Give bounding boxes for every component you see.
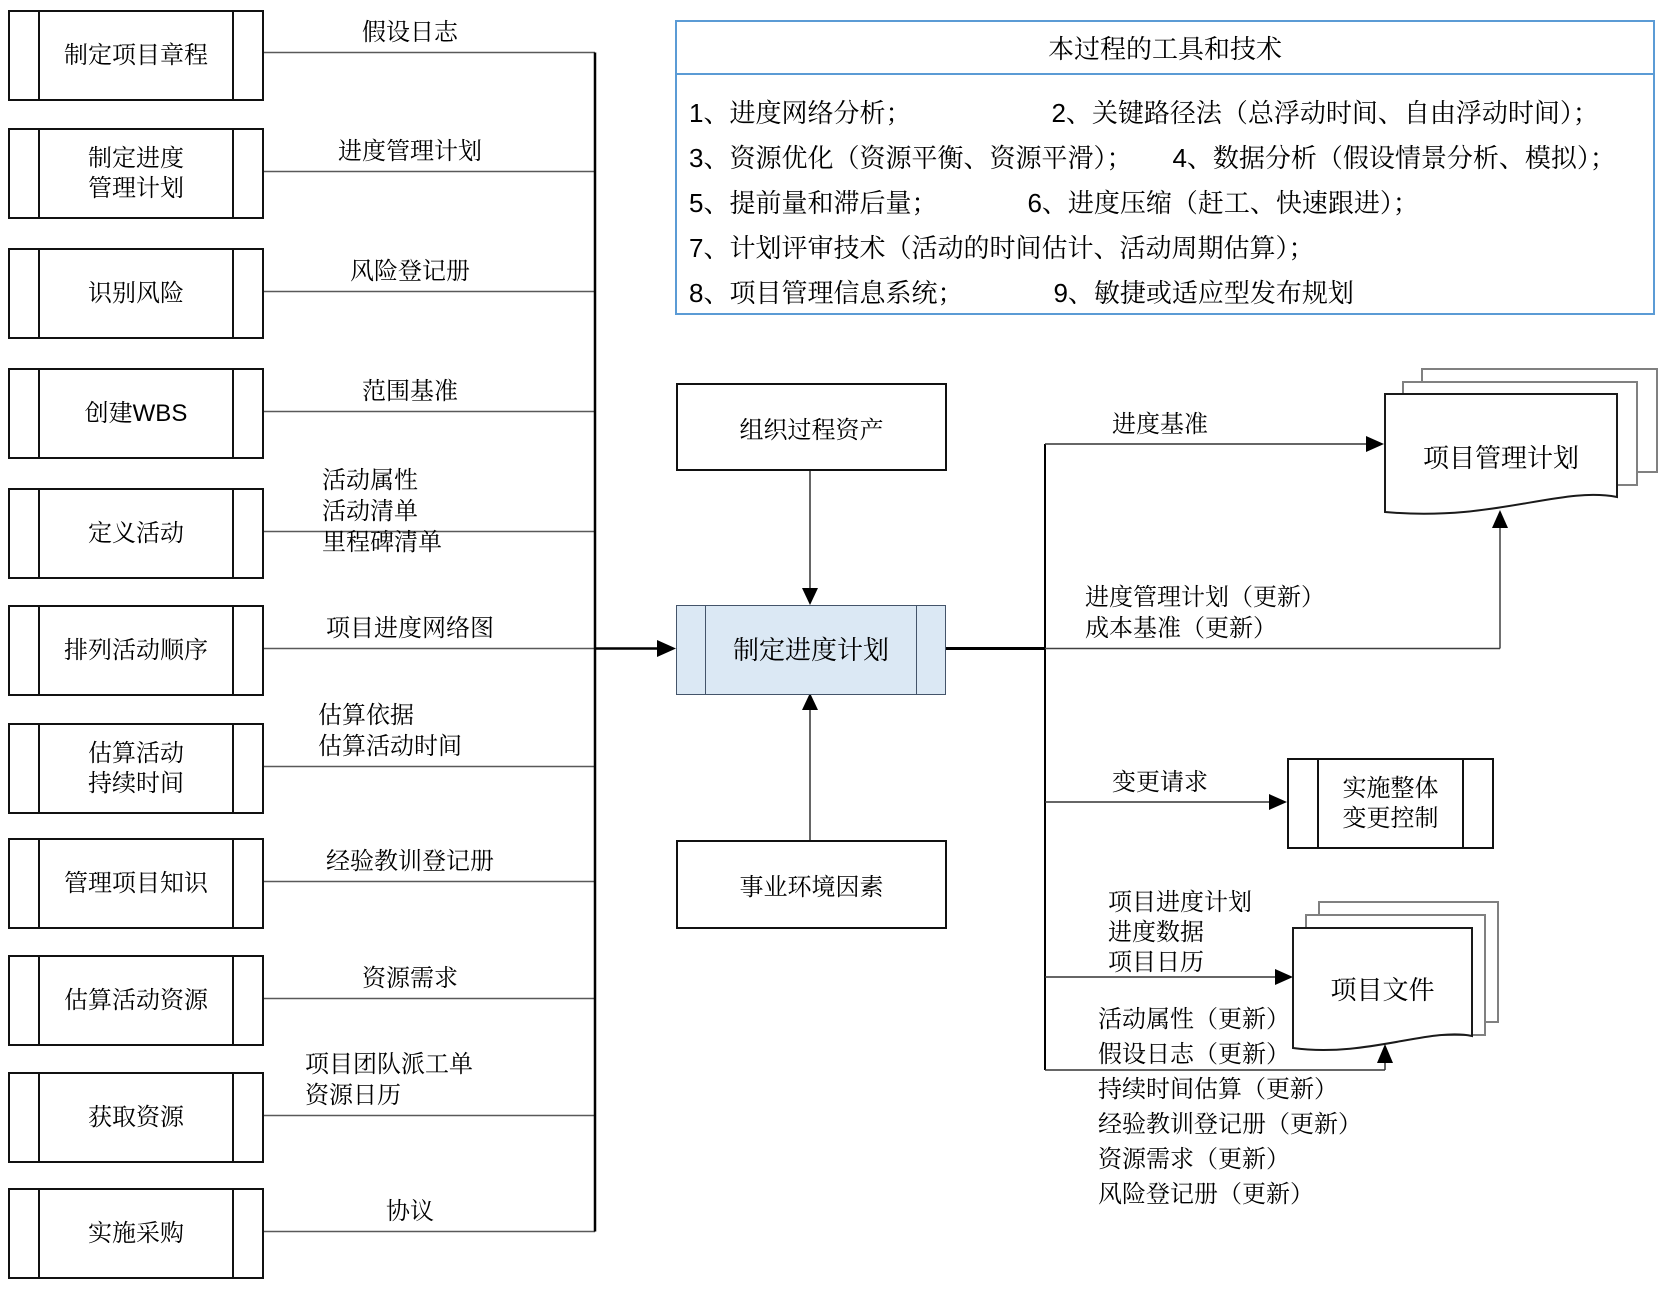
output-label: 经验教训登记册 (326, 848, 494, 875)
process-box (8, 10, 264, 101)
process-box (8, 368, 264, 459)
opa-input-label: 组织过程资产 (739, 416, 884, 444)
tools-item: 9、敏捷或适应型发布规划 (1053, 278, 1354, 308)
process-box (8, 1188, 264, 1279)
process-box-label: 创建WBS (84, 399, 188, 427)
process-box (8, 248, 264, 339)
process-box-label: 识别风险 (88, 279, 184, 307)
tools-item: 6、进度压缩（赶工、快速跟进）； (1027, 188, 1419, 218)
tools-item: 1、进度网络分析； (689, 98, 912, 128)
output-label-block: 估算依据 估算活动时间 (318, 702, 462, 760)
eef-arrow (802, 693, 818, 840)
output-label: 协议 (386, 1198, 434, 1225)
eef-input-box (676, 840, 947, 929)
process-box (8, 838, 264, 929)
pm-plan-updates-labels: 进度管理计划（更新） 成本基准（更新） (1085, 584, 1325, 642)
output-label: 假设日志 (362, 19, 458, 46)
tools-and-techniques-box (675, 20, 1655, 315)
process-box-label: 制定项目章程 (64, 41, 208, 69)
tools-box-title: 本过程的工具和技术 (677, 22, 1653, 75)
process-box-label: 估算活动资源 (64, 986, 208, 1014)
process-box-label: 管理项目知识 (64, 869, 208, 897)
project-documents-updates-labels: 活动属性（更新） 假设日志（更新） 持续时间估算（更新） 经验教训登记册（更新） 资源需求（更新） 风险登记册（更新） (1098, 1006, 1362, 1208)
process-box-label: 获取资源 (88, 1103, 184, 1131)
change-request-label: 变更请求 (1112, 769, 1208, 796)
output-label: 范围基准 (362, 378, 458, 405)
output-label-block: 项目团队派工单 资源日历 (305, 1051, 473, 1109)
tools-item: 4、数据分析（假设情景分析、模拟）； (1172, 143, 1616, 173)
process-box-label: 定义活动 (88, 519, 184, 547)
tools-row (689, 89, 1653, 134)
develop-schedule-label: 制定进度计划 (732, 635, 889, 665)
develop-schedule-process-box (676, 605, 946, 695)
output-label: 资源需求 (362, 965, 458, 992)
input-arrow (595, 640, 676, 657)
opa-input-box (676, 383, 947, 471)
process-box (8, 128, 264, 219)
output-label: 风险登记册 (350, 258, 470, 285)
project-documents-outputs-labels: 项目进度计划 进度数据 项目日历 (1108, 889, 1252, 976)
output-label: 进度管理计划 (338, 138, 482, 165)
tools-item: 8、项目管理信息系统； (689, 278, 964, 308)
schedule-baseline-label: 进度基准 (1112, 411, 1208, 438)
process-box (8, 723, 264, 814)
output-label-block: 活动属性 活动清单 里程碑清单 (322, 467, 442, 556)
picc-process-box (1287, 758, 1494, 849)
process-box (8, 605, 264, 696)
output-label: 项目进度网络图 (326, 615, 494, 642)
eef-input-label: 事业环境因素 (739, 874, 884, 901)
picc-process-label: 实施整体 变更控制 (1342, 774, 1439, 832)
process-box-label: 实施采购 (88, 1219, 184, 1247)
opa-arrow (802, 467, 818, 605)
tools-item: 5、提前量和滞后量； (689, 188, 938, 218)
process-box-label: 制定进度 管理计划 (88, 144, 184, 202)
tools-row (689, 179, 1653, 224)
tools-box-list (677, 75, 1653, 314)
tools-item: 2、关键路径法（总浮动时间、自由浮动时间）； (1051, 98, 1599, 128)
pm-plan-document-label: 项目管理计划 (1422, 443, 1579, 473)
tools-row (689, 269, 1653, 314)
tools-item: 7、计划评审技术（活动的时间估计、活动周期估算）； (689, 233, 1315, 263)
tools-item: 3、资源优化（资源平衡、资源平滑）； (689, 143, 1133, 173)
tools-row (689, 134, 1653, 179)
process-box (8, 955, 264, 1046)
process-box-label: 估算活动 持续时间 (88, 739, 184, 797)
process-box (8, 488, 264, 579)
project-documents-label: 项目文件 (1330, 975, 1435, 1005)
process-box-label: 排列活动顺序 (64, 636, 208, 664)
process-box (8, 1072, 264, 1163)
tools-row (689, 224, 1653, 269)
